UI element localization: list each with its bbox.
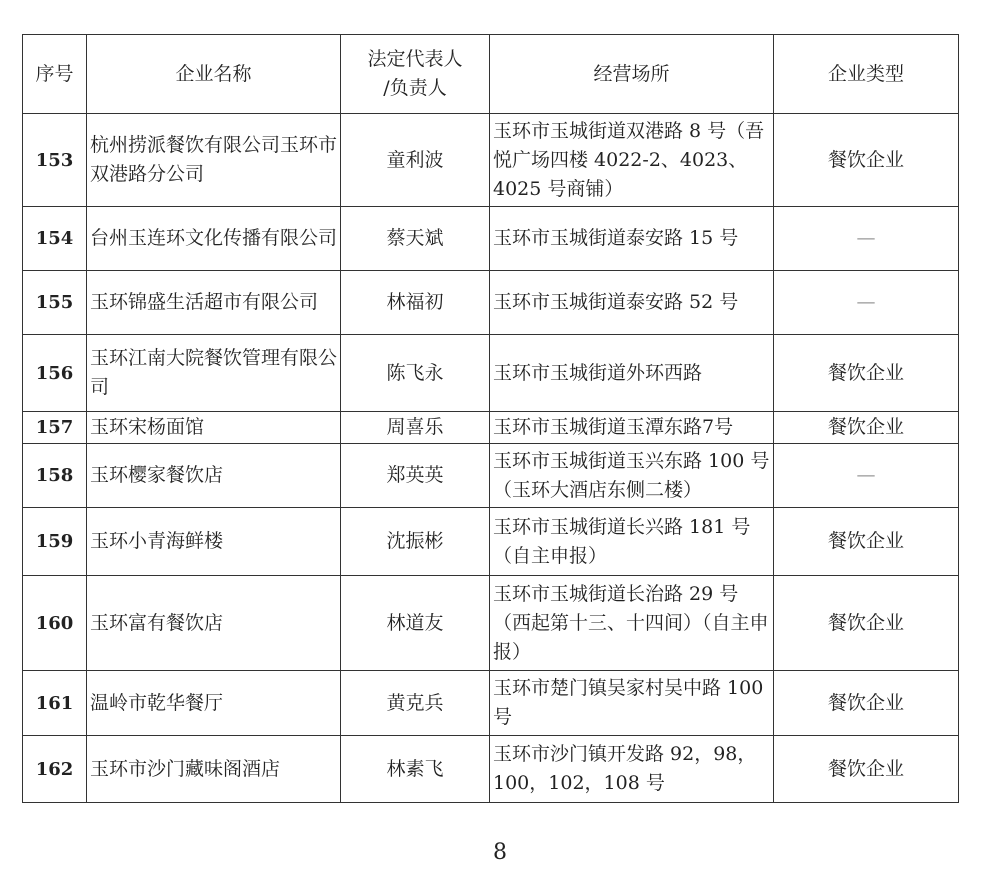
cell-address: 玉环市沙门镇开发路 92，98，100，102，108 号	[490, 736, 774, 803]
page-number: 8	[493, 840, 507, 865]
header-seq: 序号	[23, 35, 87, 114]
cell-seq: 162	[23, 736, 87, 803]
table-row	[23, 444, 959, 508]
cell-seq: 154	[23, 207, 87, 271]
enterprise-table	[22, 34, 959, 803]
cell-seq: 158	[23, 444, 87, 508]
cell-rep: 周喜乐	[341, 412, 490, 444]
cell-name: 玉环樱家餐饮店	[87, 444, 341, 508]
cell-seq: 159	[23, 508, 87, 576]
cell-name: 玉环锦盛生活超市有限公司	[87, 271, 341, 335]
cell-rep: 郑英英	[341, 444, 490, 508]
cell-name: 玉环小青海鲜楼	[87, 508, 341, 576]
cell-address: 玉环市玉城街道泰安路 52 号	[490, 271, 774, 335]
table-row	[23, 508, 959, 576]
cell-rep: 沈振彬	[341, 508, 490, 576]
cell-type: —	[774, 271, 959, 335]
header-type: 企业类型	[774, 35, 959, 114]
cell-address: 玉环市玉城街道长兴路 181 号（自主申报）	[490, 508, 774, 576]
cell-seq: 153	[23, 114, 87, 207]
cell-name: 杭州捞派餐饮有限公司玉环市双港路分公司	[87, 114, 341, 207]
cell-address: 玉环市玉城街道双港路 8 号（吾悦广场四楼 4022-2、4023、4025 号商铺）	[490, 114, 774, 207]
cell-seq: 160	[23, 576, 87, 671]
cell-rep: 林福初	[341, 271, 490, 335]
cell-type: 餐饮企业	[774, 736, 959, 803]
cell-type: 餐饮企业	[774, 671, 959, 736]
cell-type: 餐饮企业	[774, 114, 959, 207]
cell-name: 玉环市沙门藏味阁酒店	[87, 736, 341, 803]
cell-type: —	[774, 444, 959, 508]
cell-name: 温岭市乾华餐厅	[87, 671, 341, 736]
cell-rep: 林道友	[341, 576, 490, 671]
table-row	[23, 576, 959, 671]
cell-address: 玉环市玉城街道外环西路	[490, 335, 774, 412]
header-name: 企业名称	[87, 35, 341, 114]
header-rep	[341, 35, 490, 114]
cell-address: 玉环市玉城街道玉潭东路7号	[490, 412, 774, 444]
cell-name: 玉环江南大院餐饮管理有限公司	[87, 335, 341, 412]
cell-seq: 157	[23, 412, 87, 444]
cell-address: 玉环市玉城街道玉兴东路 100 号（玉环大酒店东侧二楼）	[490, 444, 774, 508]
cell-seq: 156	[23, 335, 87, 412]
table-row	[23, 271, 959, 335]
cell-rep: 林素飞	[341, 736, 490, 803]
table-row	[23, 412, 959, 444]
cell-name: 玉环富有餐饮店	[87, 576, 341, 671]
cell-address: 玉环市玉城街道长治路 29 号（西起第十三、十四间）（自主申报）	[490, 576, 774, 671]
header-row	[23, 35, 959, 114]
table-row	[23, 736, 959, 803]
cell-seq: 161	[23, 671, 87, 736]
cell-type: 餐饮企业	[774, 576, 959, 671]
cell-rep: 蔡天斌	[341, 207, 490, 271]
table-row	[23, 207, 959, 271]
cell-rep: 童利波	[341, 114, 490, 207]
cell-address: 玉环市玉城街道泰安路 15 号	[490, 207, 774, 271]
table-row	[23, 335, 959, 412]
cell-name: 玉环宋杨面馆	[87, 412, 341, 444]
header-address: 经营场所	[490, 35, 774, 114]
cell-type: 餐饮企业	[774, 508, 959, 576]
header-rep-line1: 法定代表人	[367, 48, 463, 70]
cell-type: 餐饮企业	[774, 412, 959, 444]
cell-rep: 陈飞永	[341, 335, 490, 412]
cell-type: —	[774, 207, 959, 271]
header-rep-line2: /负责人	[383, 77, 447, 99]
cell-address: 玉环市楚门镇吴家村吴中路 100 号	[490, 671, 774, 736]
cell-rep: 黄克兵	[341, 671, 490, 736]
cell-name: 台州玉连环文化传播有限公司	[87, 207, 341, 271]
cell-seq: 155	[23, 271, 87, 335]
table-row	[23, 114, 959, 207]
cell-type: 餐饮企业	[774, 335, 959, 412]
table-row	[23, 671, 959, 736]
